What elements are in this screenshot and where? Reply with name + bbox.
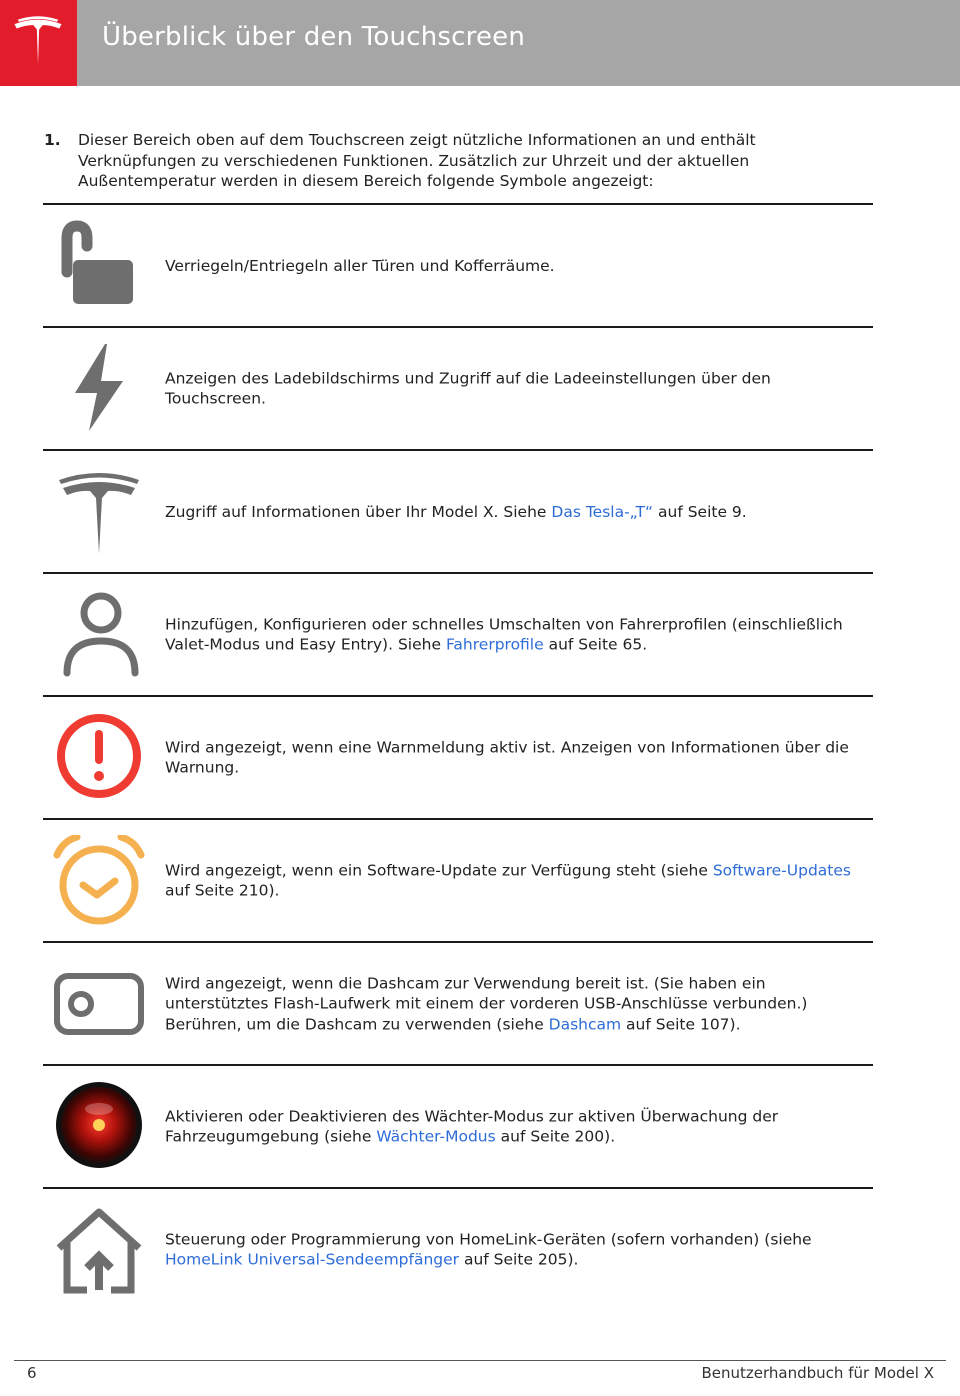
page-header — [0, 0, 960, 86]
page-number: 6 — [27, 1364, 37, 1382]
table-row — [43, 1064, 873, 1187]
table-row — [43, 941, 873, 1064]
driver-profile-icon — [53, 589, 145, 681]
intro-text: Dieser Bereich oben auf dem Touchscreen zeigt nützliche Informationen an und enthält Verknüpfungen zu verschiedenen Funktionen. Zusätzlich zur Uhrzeit und der aktuellen Außentemperatur werden in diesem Bereich folgende Symbole angezeigt: — [78, 131, 756, 190]
link-homelink[interactable]: HomeLink Universal-Sendeempfänger — [165, 1250, 460, 1269]
page-title: Überblick über den Touchscreen — [102, 22, 526, 52]
sentry-mode-icon — [53, 1081, 145, 1173]
table-row — [43, 203, 873, 326]
row-description: Aktivieren oder Deaktivieren des Wächter-Modus zur aktiven Überwachung der Fahrzeugumgebung (siehe Wächter-Modus auf Seite 200). — [165, 1107, 779, 1146]
charging-bolt-icon — [53, 343, 145, 435]
warning-icon — [53, 712, 145, 804]
table-row — [43, 449, 873, 572]
tesla-logo-icon — [10, 14, 66, 70]
homelink-icon — [53, 1204, 145, 1296]
table-row — [43, 695, 873, 818]
row-description: Wird angezeigt, wenn die Dashcam zur Verwendung bereit ist. (Sie haben ein unterstütztes Flash-Laufwerk mit einem der vorderen USB-Anschlüsse verbunden.) Berühren, um die Dashcam zu verwenden (siehe Dashcam auf Seite 107). — [165, 973, 808, 1033]
tesla-t-icon — [53, 466, 145, 558]
link-fahrerprofile[interactable]: Fahrerprofile — [445, 635, 544, 654]
link-software-updates[interactable]: Software-Updates — [712, 861, 851, 879]
footer-title: Benutzerhandbuch für Model X — [701, 1364, 934, 1382]
dashcam-icon — [53, 958, 145, 1050]
link-das-tesla-t[interactable]: Das Tesla-„T“ — [551, 502, 654, 521]
symbol-table — [43, 203, 873, 1310]
tesla-logo — [0, 0, 77, 86]
link-waechter-modus[interactable]: Wächter-Modus — [376, 1127, 496, 1146]
row-description: Wird angezeigt, wenn ein Software-Update zur Verfügung steht (siehe Software-Updates auf Seite 210). — [165, 861, 851, 900]
table-row — [43, 818, 873, 941]
row-description: Steuerung oder Programmierung von HomeLink-Geräten (sofern vorhanden) (siehe HomeLink Universal-Sendeempfänger auf Seite 205). — [165, 1230, 812, 1269]
row-description: Wird angezeigt, wenn eine Warnmeldung aktiv ist. Anzeigen von Informationen über die Warnung. — [165, 738, 849, 777]
row-description: Hinzufügen, Konfigurieren oder schnelles Umschalten von Fahrerprofilen (einschließlich Valet-Modus und Easy Entry). Siehe Fahrerprofile auf Seite 65. — [165, 615, 843, 654]
row-description: Verriegeln/Entriegeln aller Türen und Kofferräume. — [165, 256, 555, 275]
alarm-clock-icon — [53, 835, 145, 927]
row-description: Zugriff auf Informationen über Ihr Model X. Siehe Das Tesla-„T“ auf Seite 9. — [165, 502, 747, 521]
link-dashcam[interactable]: Dashcam — [548, 1014, 622, 1033]
row-description: Anzeigen des Ladebildschirms und Zugriff auf die Ladeeinstellungen über den Touchscreen. — [165, 369, 771, 408]
table-row — [43, 572, 873, 695]
table-row — [43, 326, 873, 449]
footer-divider — [14, 1360, 946, 1361]
table-row — [43, 1187, 873, 1310]
list-number: 1. — [44, 131, 61, 149]
unlock-icon — [53, 220, 145, 312]
